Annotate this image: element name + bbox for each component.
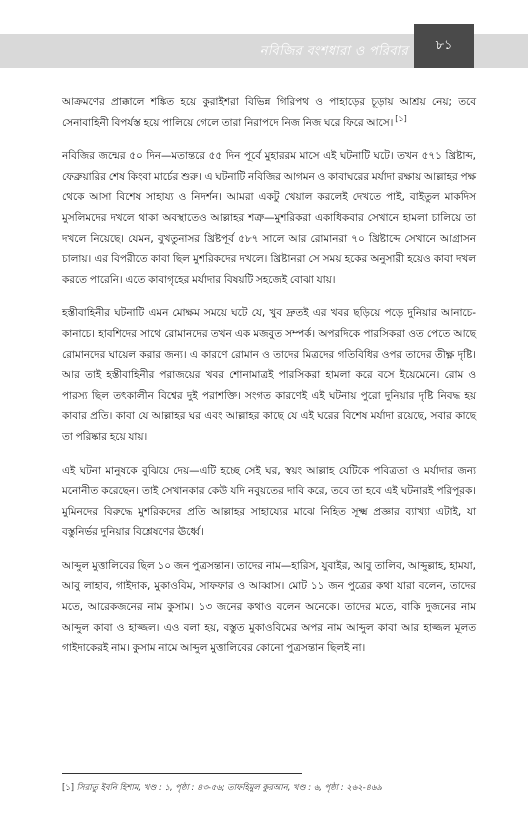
paragraph-1-text: আক্রমণের প্রাক্কালে শঙ্কিত হয়ে কুরাইশরা বিভিন্ন গিরিপথ ও পাহাড়ের চূড়ায় আশ্রয় নেয়; তবে সেনাবাহিনী বিপর্যস্ত হয়ে পালিয়ে গেলে তারা নিরাপদে নিজ নিজ ঘরে ফিরে আসে।: [62, 96, 476, 129]
body-text: [62, 92, 476, 672]
footnote-number: [১]: [62, 782, 74, 792]
paragraph-1: [62, 92, 476, 133]
footnote-divider: [62, 773, 302, 774]
page-number: ৮১: [414, 24, 474, 68]
paragraph-3: হস্তীবাহিনীর ঘটনাটি এমন মোক্ষম সময়ে ঘটে যে, খুব দ্রুতই এর খবর ছড়িয়ে পড়ে দুনিয়ার আনাচে-কানাচে। হাবশিদের সাথে রোমানদের তখন এক মজবুত সম্পর্ক। অপরদিকে পারসিকরা ওত পেতে আছে রোমানদের ঘায়েল করার জন্য। এ কারণে রোমান ও তাদের মিত্রদের গতিবিধির ওপর তাদের তীক্ষ্ণ দৃষ্টি। আর তাই হস্তীবাহিনীর পরাজয়ের খবর শোনামাত্রই পারসিকরা হামলা করে বসে ইয়েমেনে। রোম ও পারস্য ছিল তৎকালীন বিশ্বের দুই পরাশক্তি। সংগত কারণেই এই ঘটনায় পুরো দুনিয়ার দৃষ্টি নিবদ্ধ হয় কাবার প্রতি। কাবা যে আল্লাহর ঘর এবং আল্লাহর কাছে যে এই ঘরের বিশেষ মর্যাদা রয়েছে, সবার কাছে তা পরিষ্কার হয়ে যায়।: [62, 307, 476, 443]
paragraph-4: এই ঘটনা মানুষকে বুঝিয়ে দেয়—এটি হচ্ছে সেই ঘর, স্বয়ং আল্লাহ যেটিকে পবিত্রতা ও মর্যাদার জন্য মনোনীত করেছেন। তাই সেখানকার কেউ যদি নবুয়তের দাবি করে, তবে তা হবে এই ঘটনারই পরিপূরক। মুমিনদের বিরুদ্ধে মুশরিকদের প্রতি আল্লাহর সাহায্যের মাঝে নিহিত সূক্ষ্ম প্রজ্ঞার ব্যাখ্যা এটাই, যা বস্তুনির্ভর দুনিয়ার বিশ্লেষণের ঊর্ধ্বে।: [62, 464, 476, 539]
paragraph-5: আব্দুল মুত্তালিবের ছিল ১০ জন পুত্রসন্তান। তাদের নাম—হারিস, যুবাইর, আবু তালিব, আব্দুল্লাহ, হামযা, আবু লাহাব, গাইদাক, মুকাওবিম, সাফফার ও আব্বাস। মোট ১১ জন পুত্রের কথা যারা বলেন, তাদের মতে, আরেকজনের নাম কুসাম। ১৩ জনের কথাও বলেন অনেকে। তাদের মতে, বাকি দুজনের নাম আব্দুল কাবা ও হাজ্জল। এও বলা হয়, বস্তুত মুকাওবিমের অপর নাম আব্দুল কাবা আর হাজ্জল মূলত গাইদাকেরই নাম। কুসাম নামে আব্দুল মুত্তালিবের কোনো পুত্রসন্তান ছিলই না।: [62, 559, 476, 655]
paragraph-2: নবিজির জন্মের ৫০ দিন—মতান্তরে ৫৫ দিন পূর্বে মুহাররম মাসে এই ঘটনাটি ঘটে। তখন ৫৭১ খ্রিষ্টাব্দ, ফেব্রুয়ারির শেষ কিংবা মার্চের শুরু। এ ঘটনাটি নবিজির আগমন ও কাবাঘরের মর্যাদা রক্ষায় আল্লাহর পক্ষ থেকে আসা বিশেষ সাহায্য ও নিদর্শন। আমরা একটু খেয়াল করলেই দেখতে পাই, বাইতুল মাকদিস মুসলিমদের দখলে থাকা অবস্থাতেও আল্লাহর শত্রু—মুশরিকরা একাধিকবার সেখানে হামলা চালিয়ে তা দখলে নিয়েছে। যেমন, বুখতুনাসর খ্রিষ্টপূর্ব ৫৮৭ সালে আর রোমানরা ৭০ খ্রিষ্টাব্দে সেখানে আগ্রাসন চালায়। এর বিপরীতে কাবা ছিল মুশরিকদের দখলে। খ্রিষ্টানরা সে সময় হকের অনুসারী হয়েও কাবা দখল করতে পারেনি। এতে কাবাগৃহের মর্যাদার বিষয়টি সহজেই বোঝা যায়।: [62, 150, 476, 286]
running-header-title: নবিজির বংশধারা ও পরিবার: [259, 44, 408, 59]
footnote-text: সিরাতু ইবনি হিশাম, খণ্ড : ১, পৃষ্ঠা : ৪৩-৫৬; তাফহিমুল কুরআন, খণ্ড : ৬, পৃষ্ঠা : ২৬২-৪৬৯: [76, 782, 382, 792]
footnote: [62, 781, 476, 795]
footnote-reference: [১]: [395, 114, 407, 124]
